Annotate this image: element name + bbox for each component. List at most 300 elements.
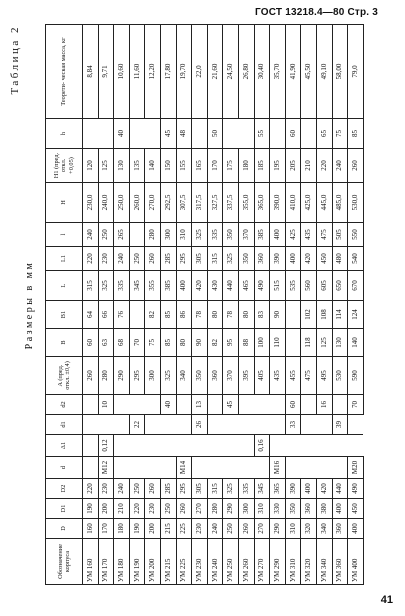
table-cell: 505 xyxy=(332,223,348,247)
column-header: h xyxy=(46,119,83,149)
table-cell: 40 xyxy=(160,395,176,415)
table-cell xyxy=(129,395,145,415)
table-cell xyxy=(316,435,332,457)
table-cell: 495 xyxy=(316,357,332,395)
table-cell: 350 xyxy=(285,499,301,519)
table-cell: 337,5 xyxy=(223,183,239,223)
table-cell: 590 xyxy=(348,357,364,395)
table-cell: 280 xyxy=(207,499,223,519)
table-cell xyxy=(192,457,208,479)
page-header: ГОСТ 13218.4—80 Стр. 3 xyxy=(255,7,378,18)
table-cell: 102 xyxy=(301,301,317,329)
table-cell xyxy=(301,119,317,149)
table-cell: 200 xyxy=(98,499,114,519)
table-row xyxy=(114,25,130,585)
table-cell: 12,20 xyxy=(145,25,161,119)
table-cell: 45 xyxy=(160,119,176,149)
table-cell: 70 xyxy=(348,395,364,415)
table-cell xyxy=(316,415,332,435)
table-cell: 170 xyxy=(207,149,223,183)
table-cell: 39 xyxy=(332,415,348,435)
table-cell: 85 xyxy=(348,119,364,149)
table-cell: 480 xyxy=(332,247,348,271)
table-cell: 355,0 xyxy=(238,183,254,223)
table-cell: 155 xyxy=(176,149,192,183)
table-cell: 230 xyxy=(98,247,114,271)
table-cell: 10 xyxy=(98,395,114,415)
table-cell xyxy=(223,457,239,479)
table-cell xyxy=(238,415,254,435)
table-cell: 485,0 xyxy=(332,183,348,223)
table-cell: 385 xyxy=(160,271,176,301)
table-row xyxy=(207,25,223,585)
table-row xyxy=(83,25,99,585)
column-header: B1 xyxy=(46,301,83,329)
table-cell: 315 xyxy=(83,271,99,301)
table-cell: 530 xyxy=(332,357,348,395)
table-cell: 325 xyxy=(98,271,114,301)
table-cell: 125 xyxy=(316,329,332,357)
table-row xyxy=(238,25,254,585)
table-cell: 45 xyxy=(223,395,239,415)
table-cell: 400 xyxy=(270,223,286,247)
table-cell xyxy=(332,435,348,457)
table-cell: 60 xyxy=(285,395,301,415)
table-row xyxy=(192,25,208,585)
table-cell: 49,10 xyxy=(316,25,332,119)
table-cell xyxy=(207,415,223,435)
table-cell: 360 xyxy=(254,247,270,271)
table-cell xyxy=(238,119,254,149)
table-row xyxy=(301,25,317,585)
table-cell: 605 xyxy=(316,271,332,301)
table-cell: 160 xyxy=(83,519,99,539)
table-cell: 305 xyxy=(192,247,208,271)
table-cell: 400 xyxy=(285,247,301,271)
table-cell: 270,0 xyxy=(145,183,161,223)
table-row xyxy=(160,25,176,585)
table-cell: 80 xyxy=(238,301,254,329)
column-header: B xyxy=(46,329,83,357)
table-cell xyxy=(285,329,301,357)
table-cell: 250,0 xyxy=(114,183,130,223)
table-cell: 170 xyxy=(98,519,114,539)
table-cell: 540 xyxy=(348,247,364,271)
table-cell: 285 xyxy=(160,247,176,271)
table-cell: 16 xyxy=(316,395,332,415)
table-cell: 265 xyxy=(114,223,130,247)
table-cell: 345 xyxy=(254,479,270,499)
table-cell: 90 xyxy=(192,329,208,357)
table-cell: 260 xyxy=(145,479,161,499)
table-cell: 355 xyxy=(145,271,161,301)
row-label: УМ 180 xyxy=(114,539,130,585)
table-cell: 260 xyxy=(145,247,161,271)
table-cell: 270 xyxy=(192,499,208,519)
table-cell xyxy=(160,435,176,457)
table-cell: 670 xyxy=(348,271,364,301)
row-label: УМ 240 xyxy=(207,539,223,585)
table-cell: 280 xyxy=(98,357,114,395)
table-cell: 230 xyxy=(98,479,114,499)
table-cell: 88 xyxy=(238,329,254,357)
table-cell xyxy=(83,395,99,415)
table-cell: 450 xyxy=(316,247,332,271)
table-cell xyxy=(83,435,99,457)
table-cell xyxy=(129,457,145,479)
table-cell: 380 xyxy=(316,499,332,519)
table-cell: 240 xyxy=(332,149,348,183)
table-cell: 24,50 xyxy=(223,25,239,119)
table-cell: 33 xyxy=(285,415,301,435)
table-cell: 365,0 xyxy=(254,183,270,223)
table-cell: 410,0 xyxy=(285,183,301,223)
table-cell: 48 xyxy=(176,119,192,149)
table-cell xyxy=(83,119,99,149)
table-cell: 320 xyxy=(301,519,317,539)
table-row xyxy=(254,25,270,585)
table-cell: 515 xyxy=(270,271,286,301)
table-cell: 83 xyxy=(254,301,270,329)
table-cell: 345 xyxy=(129,271,145,301)
table-cell: 335 xyxy=(114,271,130,301)
table-cell: 350 xyxy=(192,357,208,395)
column-header: H xyxy=(46,183,83,223)
table-cell: 250 xyxy=(129,247,145,271)
table-cell: 140 xyxy=(348,329,364,357)
table-cell: 455 xyxy=(285,357,301,395)
table-cell xyxy=(145,119,161,149)
table-cell: 220 xyxy=(83,479,99,499)
table-cell xyxy=(348,415,364,435)
table-cell: 19,70 xyxy=(176,25,192,119)
table-cell: 195 xyxy=(270,149,286,183)
row-label: УМ 270 xyxy=(254,539,270,585)
table-cell: 40 xyxy=(114,119,130,149)
table-cell: 290 xyxy=(270,519,286,539)
table-cell: 315 xyxy=(207,247,223,271)
table-row xyxy=(285,25,301,585)
table-cell: 290 xyxy=(223,499,239,519)
table-cell xyxy=(192,119,208,149)
table-cell: 260 xyxy=(176,499,192,519)
table-cell: 9,71 xyxy=(98,25,114,119)
table-cell: 295 xyxy=(176,247,192,271)
table-cell xyxy=(83,457,99,479)
table-cell: 260 xyxy=(238,519,254,539)
table-cell: 260 xyxy=(348,149,364,183)
table-cell: 240 xyxy=(207,519,223,539)
table-row xyxy=(98,25,114,585)
table-cell: 260 xyxy=(83,357,99,395)
table-cell: 135 xyxy=(129,149,145,183)
table-cell: 440 xyxy=(223,271,239,301)
table-cell: 425 xyxy=(285,223,301,247)
table-cell: 124 xyxy=(348,301,364,329)
table-cell xyxy=(238,395,254,415)
table-cell xyxy=(176,395,192,415)
table-cell: 165 xyxy=(192,149,208,183)
table-cell xyxy=(254,457,270,479)
column-header: D2 xyxy=(46,479,83,499)
table-cell: 350 xyxy=(238,247,254,271)
table-cell: 82 xyxy=(145,301,161,329)
table-cell: 80 xyxy=(207,301,223,329)
table-cell: 230,0 xyxy=(83,183,99,223)
table-cell xyxy=(145,395,161,415)
table-cell: 310 xyxy=(285,519,301,539)
table-cell: 17,80 xyxy=(160,25,176,119)
table-cell: 385 xyxy=(254,223,270,247)
row-label: УМ 230 xyxy=(192,539,208,585)
table-cell: 360 xyxy=(301,499,317,519)
table-cell: 360 xyxy=(207,357,223,395)
table-cell xyxy=(301,395,317,415)
row-label: УМ 190 xyxy=(129,539,145,585)
table-cell: 400 xyxy=(348,519,364,539)
table-cell: 490 xyxy=(254,271,270,301)
table-cell xyxy=(129,435,145,457)
table-cell: 175 xyxy=(223,149,239,183)
table-cell: 78 xyxy=(192,301,208,329)
table-cell: 300 xyxy=(238,499,254,519)
table-cell: 125 xyxy=(98,149,114,183)
table-cell xyxy=(207,435,223,457)
table-cell xyxy=(129,119,145,149)
table-cell: 210 xyxy=(114,499,130,519)
table-cell: 100 xyxy=(254,329,270,357)
table-cell: 315 xyxy=(207,479,223,499)
table-cell: 86 xyxy=(176,301,192,329)
table-cell: 0,12 xyxy=(98,435,114,457)
table-cell: 650 xyxy=(332,271,348,301)
table-cell: 95 xyxy=(223,329,239,357)
table-cell: 340 xyxy=(316,519,332,539)
table-cell: 400 xyxy=(176,271,192,301)
table-body xyxy=(83,25,364,585)
table-cell: 475 xyxy=(301,357,317,395)
row-label: УМ 320 xyxy=(301,539,317,585)
table-cell: 220 xyxy=(83,247,99,271)
row-label: УМ 160 xyxy=(83,539,99,585)
table-cell: 220 xyxy=(316,149,332,183)
table-cell: 55 xyxy=(254,119,270,149)
table-cell: 230 xyxy=(192,519,208,539)
table-cell xyxy=(207,395,223,415)
table-cell xyxy=(114,415,130,435)
column-header: l xyxy=(46,223,83,247)
table-cell: 180 xyxy=(114,519,130,539)
table-cell: 130 xyxy=(332,329,348,357)
table-cell: 210 xyxy=(301,149,317,183)
table-cell: 85 xyxy=(160,301,176,329)
table-cell: 26,80 xyxy=(238,25,254,119)
column-header: d2 xyxy=(46,395,83,415)
table-cell: 317,5 xyxy=(192,183,208,223)
table-cell: 405 xyxy=(254,357,270,395)
table-cell: 63 xyxy=(98,329,114,357)
table-cell xyxy=(98,119,114,149)
table-cell: 185 xyxy=(254,149,270,183)
table-cell xyxy=(301,415,317,435)
column-header: d1 xyxy=(46,415,83,435)
page-number: 41 xyxy=(380,594,393,606)
table-cell: 285 xyxy=(160,479,176,499)
table-cell: 30,40 xyxy=(254,25,270,119)
table-cell: 300 xyxy=(160,223,176,247)
table-cell xyxy=(285,301,301,329)
table-cell: 220 xyxy=(129,499,145,519)
table-cell: 21,60 xyxy=(207,25,223,119)
table-cell: 335 xyxy=(238,479,254,499)
table-cell: 550 xyxy=(348,223,364,247)
table-cell: 22 xyxy=(129,415,145,435)
table-cell: 190 xyxy=(129,519,145,539)
table-cell: М16 xyxy=(270,457,286,479)
table-row xyxy=(270,25,286,585)
column-header: L1 xyxy=(46,247,83,271)
table-cell: 75 xyxy=(332,119,348,149)
table-row xyxy=(332,25,348,585)
table-cell xyxy=(114,395,130,415)
table-cell xyxy=(176,415,192,435)
table-cell: 420 xyxy=(316,479,332,499)
table-cell: 260,0 xyxy=(129,183,145,223)
table-cell: 290 xyxy=(114,357,130,395)
table-cell xyxy=(301,435,317,457)
column-header: H1 (пред. откл. +0,05) xyxy=(46,149,83,183)
row-label: УМ 225 xyxy=(176,539,192,585)
table-cell: 310 xyxy=(254,499,270,519)
table-cell: 180 xyxy=(238,149,254,183)
table-cell: 120 xyxy=(83,149,99,183)
table-cell: 35,70 xyxy=(270,25,286,119)
table-cell: 420 xyxy=(192,271,208,301)
table-cell: 490 xyxy=(348,479,364,499)
row-label: УМ 250 xyxy=(223,539,239,585)
table-cell xyxy=(176,435,192,457)
table-cell: 140 xyxy=(145,149,161,183)
table-cell: 230 xyxy=(145,499,161,519)
table-cell: М12 xyxy=(98,457,114,479)
table-cell: 370 xyxy=(223,357,239,395)
table-cell: 435 xyxy=(270,357,286,395)
table-cell: 325 xyxy=(192,223,208,247)
column-header: D1 xyxy=(46,499,83,519)
table-title: Размеры в мм xyxy=(24,260,35,350)
table-cell: 280 xyxy=(145,223,161,247)
table-cell: 250 xyxy=(223,519,239,539)
table-cell xyxy=(129,301,145,329)
table-row xyxy=(223,25,239,585)
table-cell: 450 xyxy=(348,499,364,519)
table-row xyxy=(176,25,192,585)
table-cell: 295 xyxy=(176,479,192,499)
row-label: УМ 310 xyxy=(285,539,301,585)
table-cell: 445,0 xyxy=(316,183,332,223)
table-cell: 90 xyxy=(270,301,286,329)
table-cell: 108 xyxy=(316,301,332,329)
table-cell xyxy=(285,435,301,457)
table-cell: 13 xyxy=(192,395,208,415)
table-cell: 535 xyxy=(285,271,301,301)
column-header: D xyxy=(46,519,83,539)
table-cell xyxy=(254,395,270,415)
table-header-row xyxy=(46,25,83,585)
table-cell: 79,0 xyxy=(348,25,364,119)
table-cell: 440 xyxy=(332,479,348,499)
table-cell: 395 xyxy=(238,357,254,395)
column-header: Обозначение корпуса xyxy=(46,539,83,585)
table-cell: 240 xyxy=(83,223,99,247)
table-cell: 360 xyxy=(332,519,348,539)
row-label: УМ 260 xyxy=(238,539,254,585)
table-cell: 80 xyxy=(176,329,192,357)
table-cell: 530,0 xyxy=(348,183,364,223)
table-cell xyxy=(270,119,286,149)
table-cell xyxy=(223,119,239,149)
table-cell: 335 xyxy=(207,223,223,247)
table-cell: 78 xyxy=(223,301,239,329)
table-cell xyxy=(160,457,176,479)
table-cell xyxy=(285,457,301,479)
rotated-table-block xyxy=(9,25,375,585)
table-cell: 330 xyxy=(270,499,286,519)
column-header: A (пред. откл. ±0,4) xyxy=(46,357,83,395)
table-cell: 305 xyxy=(192,479,208,499)
table-cell: 430 xyxy=(207,271,223,301)
table-cell: 390,0 xyxy=(270,183,286,223)
table-cell: 300 xyxy=(145,357,161,395)
table-cell: 325 xyxy=(223,247,239,271)
table-cell: 82 xyxy=(207,329,223,357)
table-cell: 420 xyxy=(301,247,317,271)
column-header: d xyxy=(46,457,83,479)
table-cell: 205 xyxy=(285,149,301,183)
table-cell xyxy=(145,457,161,479)
table-cell: 325 xyxy=(223,479,239,499)
table-cell: 60 xyxy=(285,119,301,149)
table-cell xyxy=(160,415,176,435)
table-cell: 66 xyxy=(98,301,114,329)
table-cell: М14 xyxy=(176,457,192,479)
table-cell: 200 xyxy=(145,519,161,539)
table-cell: 114 xyxy=(332,301,348,329)
table-cell: 85 xyxy=(160,329,176,357)
table-cell: 240,0 xyxy=(98,183,114,223)
table-cell: 150 xyxy=(160,149,176,183)
table-cell xyxy=(332,395,348,415)
table-cell xyxy=(270,395,286,415)
table-cell: 60 xyxy=(83,329,99,357)
table-cell: 45,50 xyxy=(301,25,317,119)
table-cell xyxy=(238,457,254,479)
table-cell: 365 xyxy=(270,479,286,499)
table-cell xyxy=(207,457,223,479)
table-row xyxy=(316,25,332,585)
row-label: УМ 400 xyxy=(348,539,364,585)
table-cell xyxy=(223,415,239,435)
table-cell: 11,60 xyxy=(129,25,145,119)
table-cell xyxy=(301,457,317,479)
table-number: Таблица 2 xyxy=(9,25,21,95)
table-cell: 350 xyxy=(223,223,239,247)
table-cell xyxy=(270,435,286,457)
table-row xyxy=(129,25,145,585)
table-cell: 58,00 xyxy=(332,25,348,119)
table-cell: 325 xyxy=(160,357,176,395)
table-cell xyxy=(98,415,114,435)
